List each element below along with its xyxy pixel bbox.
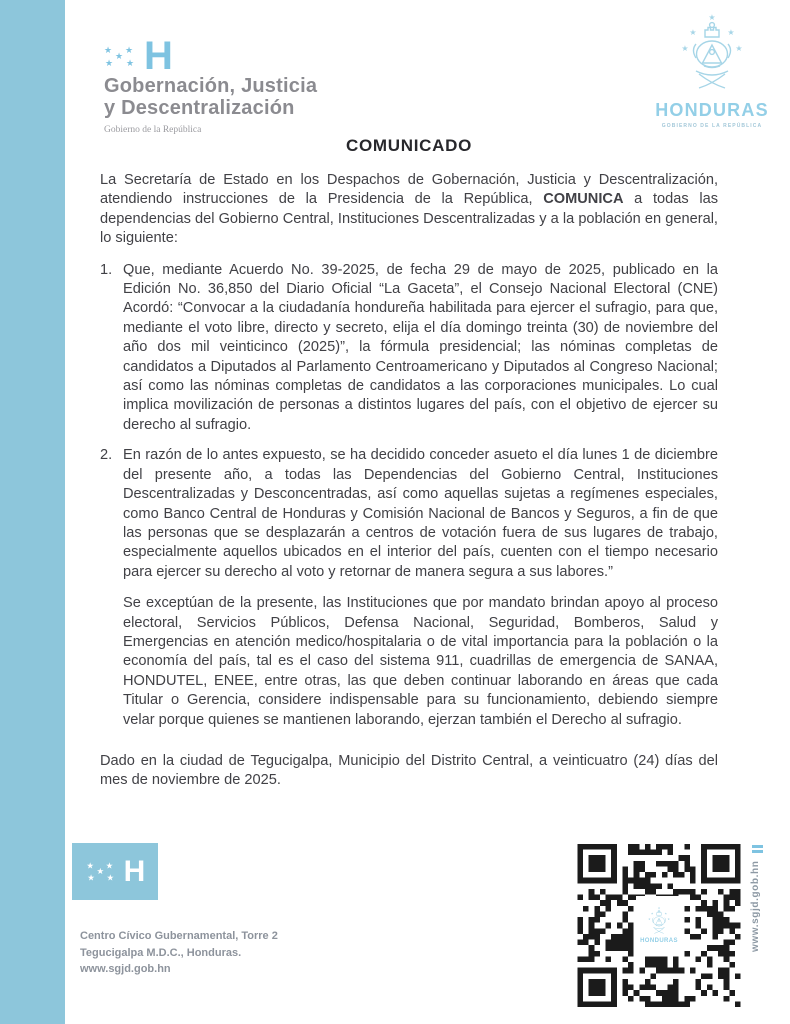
list-item-2-number: 2. [100,447,113,464]
flag-stripes-icon [752,845,763,855]
ministry-name-line2: y Descentralización [104,97,295,119]
footer-address [80,928,278,978]
qr-code [575,844,743,1007]
honduras-emblem [641,14,783,129]
coat-of-arms-icon [673,14,751,98]
qr-center-logo [636,896,682,954]
list-item-2-text: En razón de lo antes expuesto, se ha decidido conceder asueto el día lunes 1 de diciembre del presente año, a todas las Dependencias del Gobierno Central, Instituciones Descentralizadas y Desconcentradas, así como aquellas sujetas a regímenes especiales, como Banco Central de Honduras y Comisión Nacional de Bancos y Seguros, a fin de que las personas que se desplazarán a centros de votación fuera de sus lugares de trabajo, especialmente aquellos ubicados en el interior del país, cuenten con el tiempo necesario para ejercer su derecho al voto y retornar de manera segura a sus labores.” [123,447,718,580]
five-stars-icon: ★ ★ ★ ★ ★ [104,45,135,68]
comunica-bold-word: COMUNICA [543,191,624,208]
five-stars-icon: ★ ★ ★ ★ ★ [85,861,114,883]
coat-of-arms-icon [646,907,672,937]
vertical-website-label [750,845,766,1007]
intro-text-after: a todas las dependencias del Gobierno Central, Instituciones Descentralizadas y a la población en general, lo siguiente: [100,191,718,247]
intro-paragraph [100,171,718,249]
h-logo-icon: H [123,854,146,888]
footer-address-line1: Centro Cívico Gubernamental, Torre 2 [80,930,278,942]
footer-website: www.sgjd.gob.hn [80,963,171,975]
footer-h-logo [72,843,158,900]
ministry-name [104,75,317,119]
exception-paragraph: Se exceptúan de la presente, las Instituciones que por mandato brindan apoyo al proceso electoral, Servicios Públicos, Defensa Nacional, Seguridad, Bomberos, Salud y Emergencias en atención medico/hospitalaria o de vital importancia para la población o la economía del país, tal es el caso del sistema 911, cuadrillas de emergencia de SANAA, HONDUTEL, ENEE, entre otras, las que deben continuar laborando en áreas que cada Titular o Gerencia, considere indispensable para su funcionamiento, debiendo siempre velar porque quienes se mantienen laborando, ejerzan también el Derecho al sufragio. [123,595,718,728]
honduras-emblem-tagline: GOBIERNO DE LA REPÚBLICA [661,123,763,129]
document-title: COMUNICADO [346,136,472,155]
honduras-wordmark: HONDURAS [655,100,769,120]
closing-paragraph: Dado en la ciudad de Tegucigalpa, Municipio del Distrito Central, a veinticuatro (24) días del mes de noviembre de 2025. [100,752,718,789]
list-item-1 [100,261,718,436]
ministry-brand [104,36,317,135]
intro-text-before: La Secretaría de Estado en los Despachos de Gobernación, Justicia y Descentralización, atendiendo instrucciones de la Presidencia de la República, [100,172,718,208]
ministry-name-line1: Gobernación, Justicia [104,75,318,97]
left-accent-bar [0,0,65,1024]
list-item-2 [100,446,718,582]
list-item-1-text: Que, mediante Acuerdo No. 39-2025, de fecha 29 de mayo de 2025, publicado en la Edición No. 36,850 del Diario Oficial “La Gaceta”, el Consejo Nacional Electoral (CNE) Acordó: “Convocar a la ciudadanía hondureña habilitada para ejercer el sufragio, para que, mediante el voto libre, directo y secreto, elija el día domingo treinta (30) de noviembre del año dos mil veinticinco (2025)”, la fórmula presidencial; las nóminas completas de candidatos a Diputados al Parlamento Centroamericano y Diputados al Congreso Nacional; así como las nóminas completas de candidatos a las corporaciones municipales. Lo cual implica movilización de personas a distintos lugares del país, con el objetivo de ejercer su derecho al sufragio. [123,261,718,433]
qr-center-label: HONDURAS [640,937,678,944]
list-item-1-number: 1. [100,261,113,278]
document-body [100,136,718,805]
footer-address-line2: Tegucigalpa M.D.C., Honduras. [80,946,242,959]
vertical-website-text: www.sgjd.gob.hn [750,861,761,953]
h-logo-icon: H [144,34,173,78]
ministry-tagline: Gobierno de la República [104,125,202,135]
